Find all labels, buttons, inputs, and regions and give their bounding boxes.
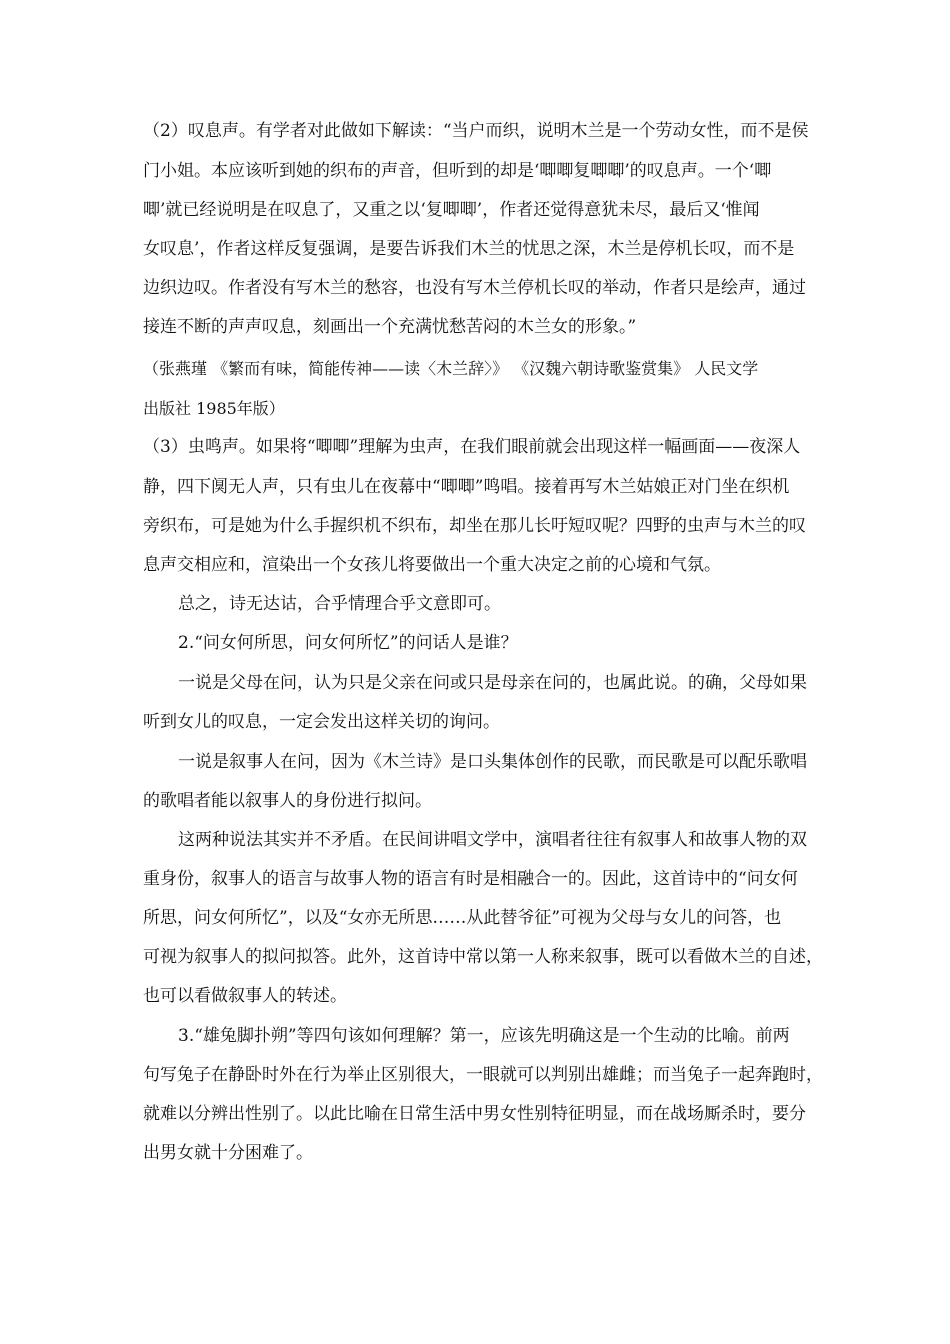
reconcile-line-3: 所思，问女何所忆”，以及“女亦无所思……从此替爷征”可视为父母与女儿的问答，也 [143,908,782,928]
paragraph-sigh-line-1: （2）叹息声。有学者对此做如下解读：“当户而织，说明木兰是一个劳动女性，而不是侯 [143,121,809,141]
question-3-line-1: 3.“雄兔脚扑朔”等四句该如何理解？第一，应该先明确这是一个生动的比喻。前两 [178,1026,790,1046]
citation-line-1: （张燕瑾 《繁而有味，简能传神——读〈木兰辞〉》 《汉魏六朝诗歌鉴赏集》 人民文学 [143,359,759,378]
narrator-view-line-1: 一说是叙事人在问，因为《木兰诗》是口头集体创作的民歌，而民歌是可以配乐歌唱 [178,752,807,772]
narrator-view-line-2: 的歌唱者能以叙事人的身份进行拟问。 [143,791,432,811]
question-2-heading: 2.“问女何所思，问女何所忆”的问话人是谁？ [178,633,518,653]
reconcile-line-4: 可视为叙事人的拟问拟答。此外，这首诗中常以第一人称来叙事，既可以看做木兰的自述， [143,947,823,967]
paragraph-sigh-line-6: 接连不断的声声叹息，刻画出一个充满忧愁苦闷的木兰女的形象。” [143,317,637,337]
reconcile-line-1: 这两种说法其实并不矛盾。在民间讲唱文学中，演唱者往往有叙事人和故事人物的双 [178,830,807,850]
paragraph-sigh-line-3: 唧’就已经说明是在叹息了，又重之以‘复唧唧’，作者还觉得意犹未尽，最后又‘惟闻 [143,200,760,220]
paragraph-insect-line-2: 静，四下阒无人声，只有虫儿在夜幕中“唧唧”鸣唱。接着再写木兰姑娘正对门坐在织机 [143,477,790,497]
reconcile-line-5: 也可以看做叙事人的转述。 [143,986,347,1006]
question-3-line-3: 就难以分辨出性别了。以此比喻在日常生活中男女性别特征明显，而在战场厮杀时，要分 [143,1104,806,1124]
question-3-line-2: 句写兔子在静卧时外在行为举止区别很大，一眼就可以判别出雄雌；而当兔子一起奔跑时， [143,1065,823,1085]
summary-line: 总之，诗无达诂，合乎情理合乎文意即可。 [178,594,501,614]
paragraph-insect-line-4: 息声交相应和，渲染出一个女孩儿将要做出一个重大决定之前的心境和气氛。 [143,555,721,575]
paragraph-sigh-line-5: 边织边叹。作者没有写木兰的愁容，也没有写木兰停机长叹的举动，作者只是绘声，通过 [143,278,806,298]
paragraph-sigh-line-2: 门小姐。本应该听到她的织布的声音，但听到的却是‘唧唧复唧唧’的叹息声。一个‘唧 [143,161,772,181]
question-3-line-4: 出男女就十分困难了。 [143,1143,313,1163]
reconcile-line-2: 重身份，叙事人的语言与故事人物的语言有时是相融合一的。因此，这首诗中的“问女何 [143,869,798,889]
parent-view-line-2: 听到女儿的叹息，一定会发出这样关切的询问。 [143,712,500,732]
paragraph-insect-line-3: 旁织布，可是她为什么手握织机不织布，却坐在那儿长吁短叹呢？四野的虫声与木兰的叹 [143,516,806,536]
citation-line-2: 出版社 1985年版） [143,399,285,418]
parent-view-line-1: 一说是父母在问，认为只是父亲在问或只是母亲在问的，也属此说。的确，父母如果 [178,673,807,693]
paragraph-insect-line-1: （3）虫鸣声。如果将“唧唧”理解为虫声，在我们眼前就会出现这样一幅画面——夜深人 [143,437,801,457]
paragraph-sigh-line-4: 女叹息’，作者这样反复强调，是要告诉我们木兰的忧思之深，木兰是停机长叹，而不是 [143,239,795,259]
